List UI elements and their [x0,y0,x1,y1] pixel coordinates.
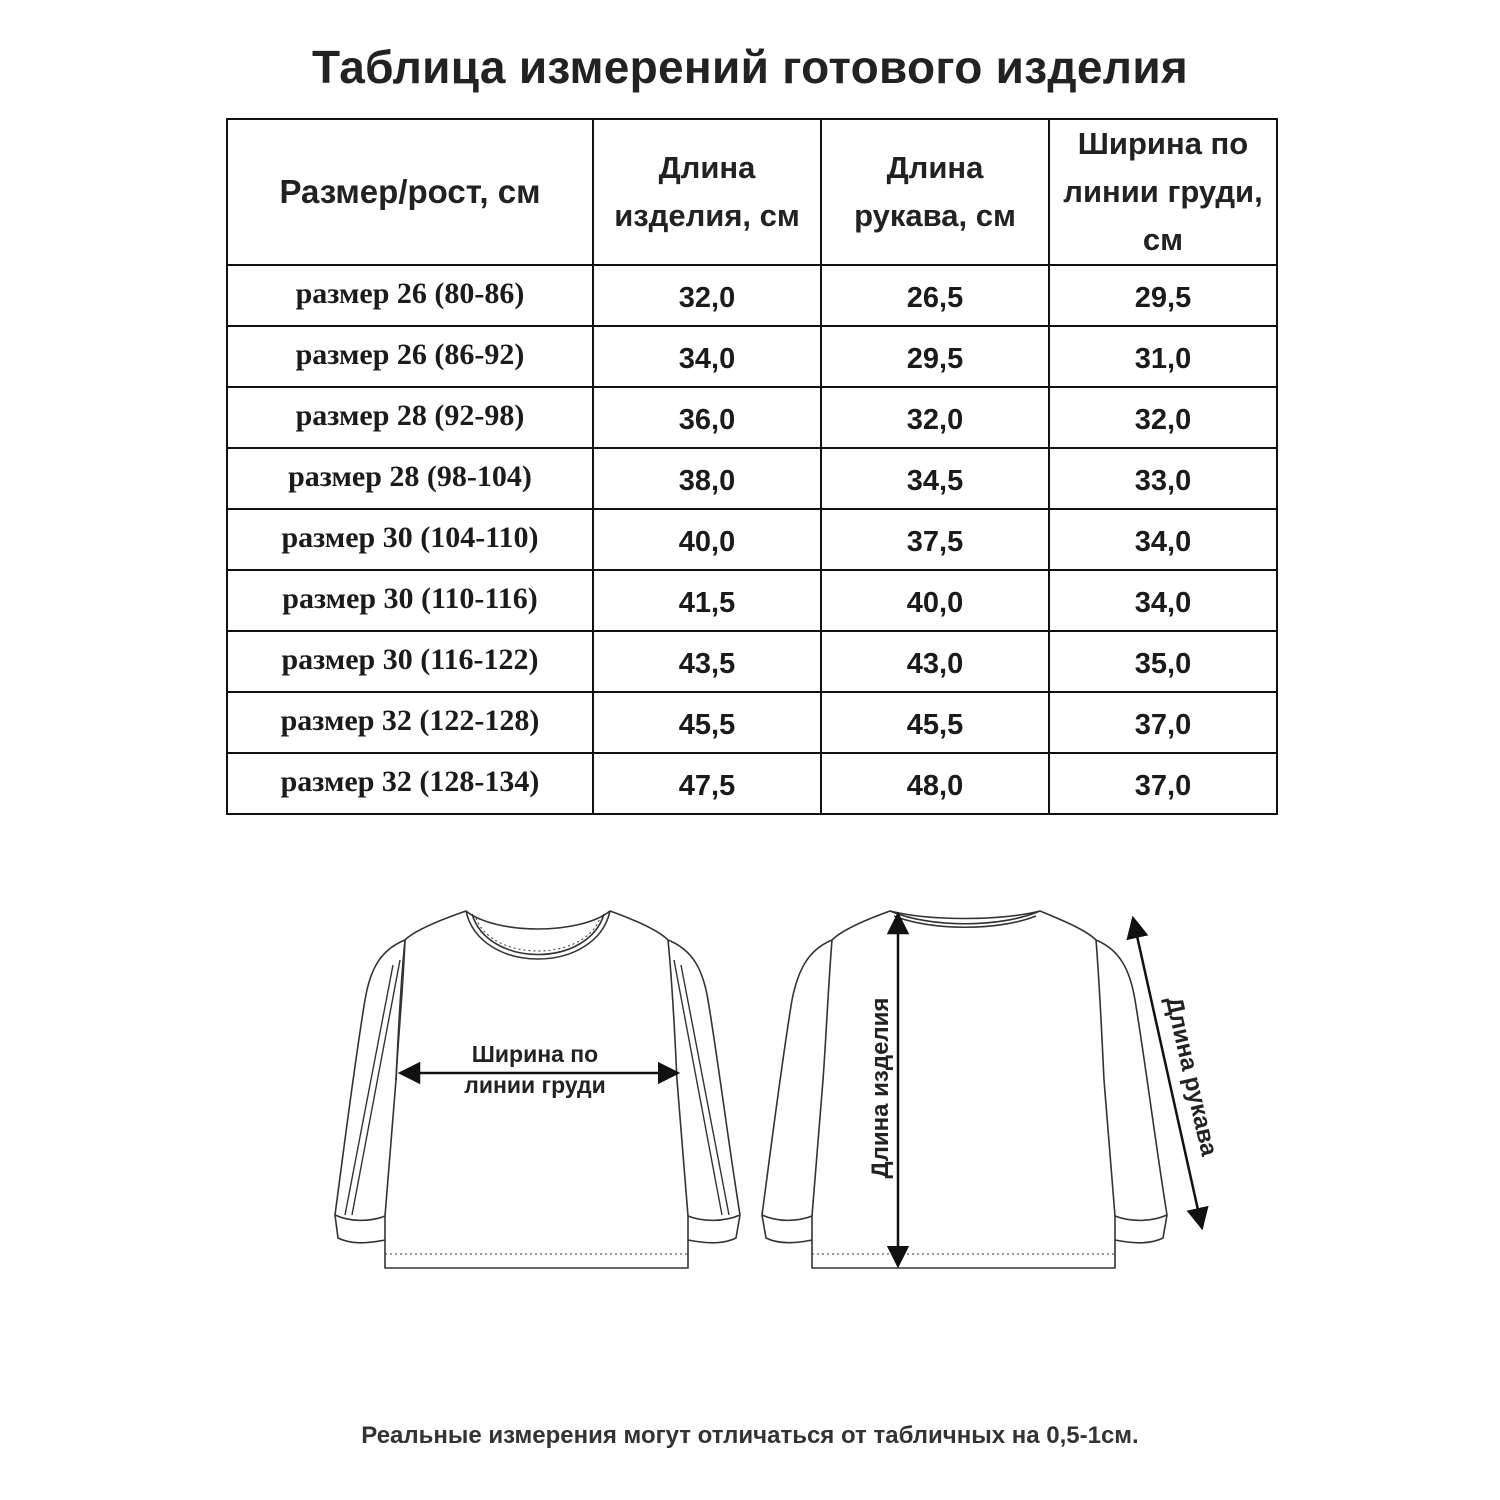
sleeve-length-cell: 40,0 [821,570,1049,631]
item-length-cell: 40,0 [593,509,821,570]
item-length-cell: 34,0 [593,326,821,387]
item-length-cell: 32,0 [593,265,821,326]
header-item-length [593,119,821,265]
size-cell: размер 28 (92-98) [227,387,593,448]
sleeve-length-label: Длина рукава [1159,994,1223,1159]
header-sleeve-length [821,119,1049,265]
table-row [227,509,1277,570]
table-row [227,387,1277,448]
chest-width-label-line1: Ширина по [471,1041,599,1067]
item-length-label: Длина изделия [867,997,894,1179]
table-header-row [227,119,1277,265]
size-cell: размер 32 (128-134) [227,753,593,814]
header-line: Размер/рост, см [279,173,541,210]
table-row [227,448,1277,509]
back-sweatshirt-drawing [762,911,1167,1268]
item-length-cell: 41,5 [593,570,821,631]
back-right-sleeve [1096,940,1167,1243]
size-cell: размер 30 (116-122) [227,631,593,692]
table-row [227,631,1277,692]
size-cell: размер 26 (86-92) [227,326,593,387]
header-line: Длина [886,150,984,185]
item-length-cell: 43,5 [593,631,821,692]
item-length-cell: 38,0 [593,448,821,509]
sleeve-length-cell: 32,0 [821,387,1049,448]
size-table [226,118,1278,815]
size-cell: размер 28 (98-104) [227,448,593,509]
header-chest-width [1049,119,1277,265]
page-title: Таблица измерений готового изделия [311,41,1189,93]
chest-width-cell: 34,0 [1049,509,1277,570]
sleeve-length-cell: 45,5 [821,692,1049,753]
header-line: см [1142,222,1184,257]
sleeve-length-cell: 26,5 [821,265,1049,326]
chest-width-cell: 34,0 [1049,570,1277,631]
chest-width-cell: 37,0 [1049,692,1277,753]
back-body-outline [812,911,1115,1268]
table-row [227,326,1277,387]
chest-width-cell: 31,0 [1049,326,1277,387]
item-length-cell: 36,0 [593,387,821,448]
size-cell: размер 30 (104-110) [227,509,593,570]
header-line: Длина [658,150,756,185]
table-row [227,265,1277,326]
garment-sketch [0,880,1500,1300]
sleeve-length-cell: 29,5 [821,326,1049,387]
header-line: изделия, см [614,198,800,233]
header-line: Ширина по [1077,126,1249,161]
table-row [227,570,1277,631]
chest-width-label-line2: линии груди [464,1072,606,1098]
header-size-height [227,119,593,265]
size-cell: размер 26 (80-86) [227,265,593,326]
sleeve-length-cell: 34,5 [821,448,1049,509]
chest-width-cell: 37,0 [1049,753,1277,814]
size-cell: размер 30 (110-116) [227,570,593,631]
chest-width-cell: 32,0 [1049,387,1277,448]
table-row [227,692,1277,753]
header-line: рукава, см [854,198,1016,233]
sleeve-length-cell: 37,5 [821,509,1049,570]
item-length-cell: 47,5 [593,753,821,814]
item-length-cell: 45,5 [593,692,821,753]
chest-width-cell: 29,5 [1049,265,1277,326]
table-row [227,753,1277,814]
chest-width-cell: 35,0 [1049,631,1277,692]
footnote: Реальные измерения могут отличаться от табличных на 0,5-1см. [361,1422,1139,1449]
size-cell: размер 32 (122-128) [227,692,593,753]
sleeve-length-cell: 48,0 [821,753,1049,814]
sleeve-length-cell: 43,0 [821,631,1049,692]
header-line: линии груди, [1063,174,1263,209]
chest-width-cell: 33,0 [1049,448,1277,509]
